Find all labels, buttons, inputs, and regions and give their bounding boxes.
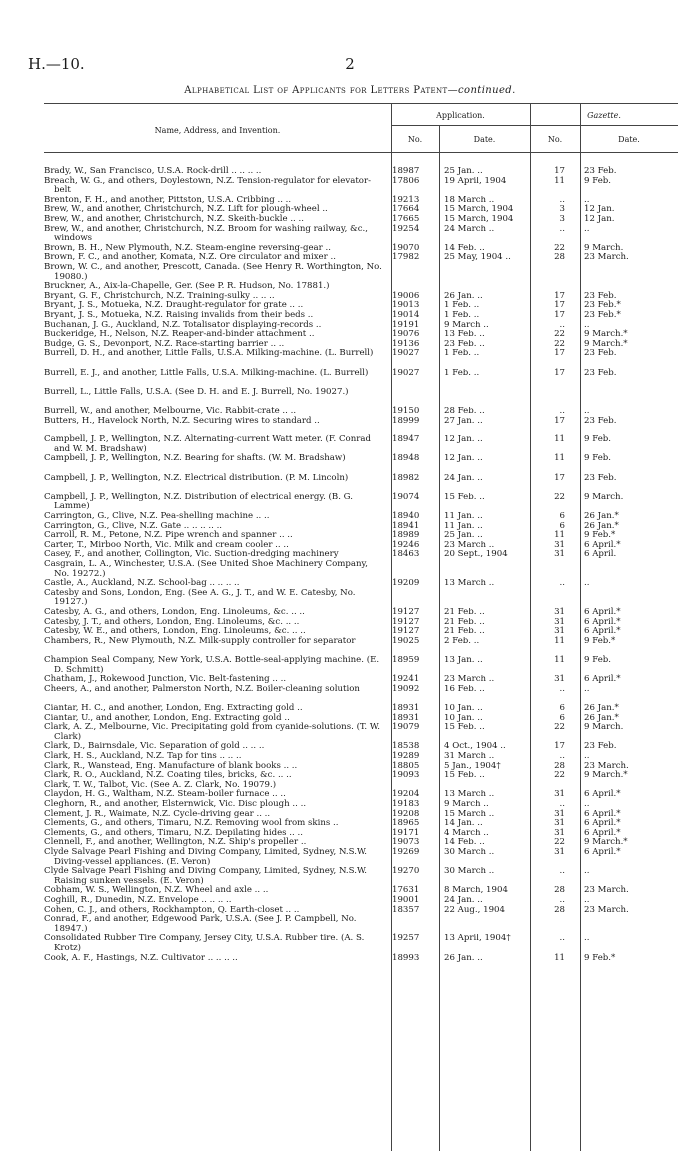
gazette-date: 6 April.* (584, 674, 621, 685)
application-number: 19213 (392, 194, 420, 205)
gazette-number: 11 (554, 434, 565, 445)
entry-name: Burrell, W., and another, Melbourne, Vic. Rabbit-crate .. .. (44, 406, 297, 416)
application-number: 19241 (392, 674, 420, 685)
application-date: 25 Jan. .. (444, 531, 483, 541)
application-date: 24 Jan. .. (444, 473, 483, 483)
application-date: 12 Jan. .. (444, 435, 483, 445)
gazette-number: 22 (554, 770, 565, 781)
gazette-number: 31 (554, 818, 565, 829)
application-number: 18982 (392, 472, 420, 483)
application-date: 14 Jan. .. (444, 819, 483, 829)
application-date: 15 Feb. .. (444, 771, 485, 781)
application-number: 18931 (392, 703, 420, 713)
app-no-header: No. (407, 135, 423, 144)
entry-name: Catesby, A. G., and others, London, Eng. Linoleums, &c. .. .. (44, 607, 305, 617)
gazette-date: 26 Jan.* (584, 703, 619, 713)
application-number: 18941 (392, 520, 420, 531)
gazette-number: .. (559, 406, 565, 416)
gazette-date: .. (584, 406, 590, 416)
entry-name: Clark, D., Bairnsdale, Vic. Separation of gold .. .. .. (44, 741, 265, 752)
gazette-date: .. (584, 895, 590, 905)
gazette-number: 22 (554, 338, 565, 349)
application-date: 18 March .. (444, 195, 495, 205)
application-number: 19208 (392, 808, 420, 819)
application-number: 19013 (392, 300, 420, 311)
gazette-date: 23 Feb. (584, 367, 617, 378)
entry-name: Cobham, W. S., Wellington, N.Z. Wheel and axle .. .. (44, 885, 269, 896)
gazette-date: 26 Jan.* (584, 511, 619, 521)
entry-name: Bryant, J. S., Motueka, N.Z. Draught-regulator for grate .. .. (44, 300, 304, 311)
entry-name: Castle, A., Auckland, N.Z. School-bag .. .. .. .. (44, 578, 240, 589)
gazette-number: 17 (554, 348, 565, 359)
application-number: 19127 (392, 616, 420, 627)
application-date: 15 Feb. .. (444, 492, 485, 502)
application-date: 31 March .. (444, 752, 495, 761)
gazette-number: 31 (554, 539, 565, 550)
entry-name: Cheers, A., and another, Palmerston North, N.Z. Boiler-cleaning solution (44, 683, 360, 694)
gazette-number: 28 (554, 252, 565, 263)
page-identifier: H.—10. (28, 55, 85, 73)
entry-name: Bruckner, A., Aix-la-Chapelle, Ger. (See P. R. Hudson, No. 17881.) (44, 281, 330, 292)
application-number: 19006 (392, 290, 420, 301)
application-date: 28 Feb. .. (444, 407, 485, 416)
entry-name: Brady, W., San Francisco, U.S.A. Rock-drill .. .. .. .. (44, 166, 262, 176)
gazette-number: 31 (554, 607, 565, 617)
entry-name: Carrington, G., Clive, N.Z. Pea-shelling machine .. .. (44, 511, 270, 521)
gazette-number: 31 (554, 674, 565, 685)
entry-name: Campbell, J. P., Wellington, N.Z. Distribution of electrical energy. (B. G. Lamme) (44, 491, 353, 512)
gazette-date: 26 Jan.* (584, 520, 619, 531)
entry-name: Conrad, F., and another, Edgewood Park, U.S.A. (See J. P. Campbell, No. 18947.) (44, 914, 357, 934)
application-date: 26 Jan. .. (444, 953, 483, 963)
application-number: 19093 (392, 770, 420, 781)
gazette-number: 22 (554, 491, 565, 502)
application-number: 19183 (392, 799, 420, 809)
entry-name: Cohen, C. J., and others, Rockhampton, Q. Earth-closet .. .. (44, 904, 300, 915)
gazette-number: .. (559, 799, 565, 809)
gazette-number: 17 (554, 290, 565, 301)
gazette-number: 6 (559, 712, 565, 723)
gazette-date: 6 April. (584, 549, 617, 560)
gazette-date: 6 April.* (584, 789, 621, 800)
entry-name: Cook, A. F., Hastings, N.Z. Cultivator .. .. .. .. (44, 952, 238, 963)
application-group-header: Application. (436, 111, 485, 120)
application-number: 18989 (392, 530, 420, 541)
gazette-number: 6 (559, 520, 565, 531)
entry-name: Ciantar, H. C., and another, London, Eng. Extracting gold .. (44, 703, 303, 713)
gazette-number: .. (559, 319, 565, 330)
application-number: 19270 (392, 866, 420, 877)
entry-name: Chambers, R., New Plymouth, N.Z. Milk-supply controller for separator (44, 635, 356, 646)
entry-name: Casgrain, L. A., Winchester, U.S.A. (See United Shoe Machinery Company, No. 19272.) (44, 559, 368, 579)
entry-name: Buckeridge, H., Nelson, N.Z. Reaper-and-binder attachment .. (44, 329, 315, 340)
entry-name: Clark, H. S., Auckland, N.Z. Tap for tins .. .. .. (44, 751, 242, 761)
application-date: 2 Feb. .. (444, 636, 480, 646)
application-date: 21 Feb. .. (444, 608, 485, 617)
application-number: 18538 (392, 741, 420, 752)
gazette-group-header: Gazette. (587, 111, 621, 120)
application-number: 19014 (392, 310, 420, 320)
application-date: 1 Feb. .. (444, 349, 480, 359)
table-header (44, 103, 678, 153)
entry-name: Claydon, H. G., Waltham, N.Z. Steam-boiler furnace .. .. (44, 789, 286, 800)
application-number: 18965 (392, 818, 420, 829)
application-number: 17664 (392, 204, 420, 215)
gazette-date: 23 March. (584, 885, 629, 896)
application-date: 10 Jan. .. (444, 713, 483, 723)
gazette-number: 31 (554, 847, 565, 857)
entry-name: Champion Seal Company, New York, U.S.A. Bottle-seal-applying machine. (E. D. Schmitt) (44, 655, 380, 675)
gazette-date: 23 March. (584, 904, 629, 915)
gazette-number: 17 (554, 472, 565, 483)
gazette-date: 6 April.* (584, 818, 621, 829)
application-number: 18463 (392, 549, 420, 560)
gazette-date: 9 Feb. (584, 655, 612, 665)
application-date: 14 Feb. .. (444, 838, 485, 848)
gazette-date: 9 March.* (584, 338, 628, 349)
application-number: 19209 (392, 578, 420, 589)
entry-name: Brew, W., and another, Christchurch, N.Z. Skeith-buckle .. .. (44, 214, 304, 224)
entry-name: Clark, T. W., Talbot, Vic. (See A. Z. Clark, No. 19079.) (44, 779, 277, 790)
gazette-number: 11 (554, 952, 565, 963)
entry-name: Cleghorn, R., and another, Elsternwick, Vic. Disc plough .. .. (44, 799, 307, 809)
gazette-date: 26 Jan.* (584, 712, 619, 723)
application-number: 17631 (392, 885, 420, 896)
entry-name: Breach, W. G., and others, Doylestown, N.Z. Tension-regulator for elevator-belt (44, 175, 371, 196)
entry-name: Butters, H., Havelock North, N.Z. Securing wires to standard .. (44, 415, 320, 426)
gazette-date: .. (584, 799, 590, 809)
application-number: 18357 (392, 904, 420, 915)
list-title-suffix: —continued. (447, 85, 516, 96)
application-number: 18993 (392, 952, 420, 963)
application-number: 19150 (392, 406, 420, 416)
entry-name: Clements, G., and others, Timaru, N.Z. Removing wool from skins .. (44, 818, 339, 829)
gazette-date: .. (584, 194, 590, 205)
application-number: 19092 (392, 683, 420, 694)
gazette-date: .. (584, 866, 590, 877)
gazette-date: 6 April.* (584, 539, 621, 550)
gazette-number: 11 (554, 530, 565, 541)
application-date: 1 Feb. .. (444, 311, 480, 320)
application-number: 19257 (392, 933, 420, 944)
gazette-number: .. (559, 194, 565, 205)
application-number: 17982 (392, 252, 420, 263)
gazette-number: .. (559, 866, 565, 877)
gazette-date: 6 April.* (584, 616, 621, 627)
gazette-number: 11 (554, 453, 565, 464)
gazette-date: 9 March.* (584, 837, 628, 848)
application-date: 11 Jan. .. (444, 512, 483, 521)
entry-name: Chatham, J., Rokewood Junction, Vic. Belt-fastening .. .. (44, 674, 287, 685)
application-number: 18947 (392, 434, 420, 445)
gazette-date: 12 Jan. (584, 204, 615, 215)
gazette-number: 17 (554, 367, 565, 378)
application-number: 19127 (392, 607, 420, 617)
application-number: 19269 (392, 847, 420, 857)
entry-name: Ciantar, U., and another, London, Eng. Extracting gold .. (44, 712, 290, 723)
gazette-date: 9 March. (584, 722, 624, 733)
gaz-date-header: Date. (618, 135, 640, 144)
gazette-number: 31 (554, 808, 565, 819)
patent-list-body (44, 151, 678, 1161)
application-date: 14 Feb. .. (444, 243, 485, 253)
application-date: 15 March .. (444, 809, 495, 819)
application-date: 24 March .. (444, 224, 495, 234)
gazette-number: .. (559, 578, 565, 589)
application-number: 19246 (392, 539, 420, 550)
gazette-number: 3 (559, 214, 565, 224)
application-number: 19289 (392, 751, 420, 761)
application-date: 21 Feb. .. (444, 617, 485, 627)
application-number: 18999 (392, 415, 420, 426)
application-date: 23 March .. (444, 675, 495, 685)
gazette-date: 9 Feb.* (584, 530, 616, 541)
entry-name: Catesby, J. T., and others, London, Eng. Linoleums, &c. .. .. (44, 616, 300, 627)
gazette-date: 9 March. (584, 242, 624, 253)
gazette-date: 9 Feb.* (584, 952, 616, 963)
application-number: 19191 (392, 319, 420, 330)
entry-name: Clark, R. O., Auckland, N.Z. Coating tiles, bricks, &c. .. .. (44, 770, 292, 781)
gazette-number: 22 (554, 837, 565, 848)
gazette-number: 31 (554, 789, 565, 800)
application-date: 13 Jan. .. (444, 656, 483, 665)
application-date: 25 May, 1904 .. (444, 253, 511, 263)
gazette-number: .. (559, 933, 565, 944)
application-date: 13 March .. (444, 579, 495, 589)
entry-name: Clark, R., Wanstead, Eng. Manufacture of blank books .. .. (44, 760, 298, 771)
application-date: 30 March .. (444, 848, 495, 857)
gazette-number: 22 (554, 242, 565, 253)
gazette-number: 28 (554, 885, 565, 896)
gazette-number: 22 (554, 329, 565, 340)
entry-name: Clement, J. R., Waimate, N.Z. Cycle-driving gear .. .. (44, 808, 271, 819)
application-date: 12 Jan. .. (444, 454, 483, 464)
gazette-date: 9 Feb. (584, 434, 612, 445)
application-date: 27 Jan. .. (444, 416, 483, 426)
gazette-date: 23 Feb. (584, 415, 617, 426)
gazette-number: 31 (554, 616, 565, 627)
app-date-header: Date. (473, 135, 496, 144)
application-number: 18940 (392, 511, 420, 521)
application-date: 15 March, 1904 (444, 205, 514, 215)
entry-name: Brew, W., and another, Christchurch, N.Z. Broom for washing railway, &c., windows (44, 223, 368, 244)
gazette-number: 17 (554, 166, 565, 176)
entry-name: Campbell, J. P., Wellington, N.Z. Alternating-current Watt meter. (F. Conrad and W. M. Bradshaw) (44, 434, 371, 454)
gazette-date: 23 Feb. (584, 348, 617, 359)
application-date: 23 Feb. .. (444, 339, 485, 349)
application-number: 19136 (392, 338, 420, 349)
application-number: 19027 (392, 367, 420, 378)
application-date: 1 Feb. .. (444, 368, 480, 378)
application-number: 17806 (392, 175, 420, 186)
application-number: 19001 (392, 895, 420, 905)
gazette-date: 23 Feb. (584, 166, 617, 176)
application-date: 25 Jan. .. (444, 167, 483, 176)
gazette-date: 23 Feb. (584, 472, 617, 483)
entry-name: Campbell, J. P., Wellington, N.Z. Electrical distribution. (P. M. Lincoln) (44, 472, 349, 483)
entry-name: Burrell, E. J., and another, Little Falls, U.S.A. Milking-machine. (L. Burrell) (44, 367, 369, 378)
application-date: 20 Sept., 1904 (444, 550, 508, 560)
entry-name: Brown, F. C., and another, Komata, N.Z. Ore circulator and mixer .. (44, 252, 336, 263)
gazette-date: 9 March. (584, 491, 624, 502)
gazette-date: 6 April.* (584, 827, 621, 838)
application-date: 10 Jan. .. (444, 704, 483, 713)
application-number: 19254 (392, 223, 420, 234)
entry-name: Clennell, F., and another, Wellington, N.Z. Ship's propeller .. (44, 837, 307, 848)
application-date: 19 April, 1904 (444, 176, 507, 186)
entry-name: Brew, W., and another, Christchurch, N.Z. Lift for plough-wheel .. (44, 204, 328, 215)
entry-name: Casey, F., and another, Collington, Vic. Suction-dredging machinery (44, 549, 339, 560)
application-number: 19025 (392, 635, 420, 646)
gazette-number: .. (559, 751, 565, 761)
application-date: 13 March .. (444, 790, 495, 800)
gazette-number: 11 (554, 655, 565, 665)
application-number: 19204 (392, 789, 420, 800)
gaz-no-header: No. (547, 135, 563, 144)
application-date: 13 Feb. .. (444, 330, 485, 340)
gazette-number: 31 (554, 549, 565, 560)
application-date: 1 Feb. .. (444, 301, 480, 311)
gazette-number: 17 (554, 741, 565, 752)
gazette-date: 9 Feb. (584, 453, 612, 464)
gazette-number: 11 (554, 635, 565, 646)
application-number: 19074 (392, 491, 420, 502)
entry-name: Burrell, D. H., and another, Little Falls, U.S.A. Milking-machine. (L. Burrell) (44, 348, 374, 359)
application-date: 15 Feb. .. (444, 723, 485, 733)
entry-name: Bryant, J. S., Motueka, N.Z. Raising invalids from their beds .. (44, 310, 314, 320)
entry-name: Coghill, R., Dunedin, N.Z. Envelope .. .. .. .. (44, 895, 232, 905)
entry-name: Brown, W. C., and another, Prescott, Canada. (See Henry R. Worthington, No. 19080.) (44, 262, 382, 282)
entry-name: Catesby, W. E., and others, London, Eng. Linoleums, &c. .. .. (44, 626, 306, 637)
entry-name: Carroll, R. M., Petone, N.Z. Pipe wrench and spanner .. .. (44, 530, 293, 541)
gazette-date: .. (584, 933, 590, 944)
gazette-number: 6 (559, 703, 565, 713)
entry-name: Budge, G. S., Devonport, N.Z. Race-starting barrier .. .. (44, 338, 285, 349)
list-title (0, 85, 700, 96)
gazette-date: 9 Feb.* (584, 635, 616, 646)
application-date: 8 March, 1904 (444, 886, 508, 896)
entry-name: Clyde Salvage Pearl Fishing and Diving Company, Limited, Sydney, N.S.W. Diving-vessel appliances. (E. Veron) (44, 847, 368, 867)
entry-name: Carter, T., Mirboo North, Vic. Milk and cream cooler .. .. (44, 539, 289, 550)
application-number: 19079 (392, 722, 420, 733)
application-date: 13 April, 1904† (444, 934, 511, 944)
entry-name: Brenton, F. H., and another, Pittston, U.S.A. Cribbing .. .. (44, 194, 292, 205)
gazette-date: 23 Feb. (584, 290, 617, 301)
application-number: 18959 (392, 655, 420, 665)
entry-name: Bryant, G. F., Christchurch, N.Z. Training-sulky .. .. .. (44, 290, 275, 301)
list-title-main: Alphabetical List of Applicants for Letters Patent (184, 85, 448, 96)
gazette-date: .. (584, 751, 590, 761)
gazette-number: 17 (554, 415, 565, 426)
application-date: 9 March .. (444, 800, 489, 809)
application-date: 22 Aug., 1904 (444, 905, 505, 915)
entry-name: Carrington, G., Clive, N.Z. Gate .. .. .. .. .. (44, 520, 223, 531)
gazette-number: 31 (554, 827, 565, 838)
entry-name: Clyde Salvage Pearl Fishing and Diving Company, Limited, Sydney, N.S.W. Raising sunken vessels. (E. Veron) (44, 866, 368, 886)
entry-name: Buchanan, J. G., Auckland, N.Z. Totalisator displaying-records .. (44, 319, 322, 330)
application-date: 4 March .. (444, 828, 489, 838)
gazette-number: 11 (554, 175, 565, 186)
gazette-date: .. (584, 683, 590, 694)
gazette-number: 17 (554, 300, 565, 311)
gazette-number: 28 (554, 904, 565, 915)
application-date: 15 March, 1904 (444, 215, 514, 224)
application-date: 4 Oct., 1904 .. (444, 742, 506, 752)
gazette-number: .. (559, 683, 565, 694)
col-name-header: Name, Address, and Invention. (154, 126, 281, 135)
gazette-date: 6 April.* (584, 847, 621, 857)
application-number: 19070 (392, 242, 420, 253)
gazette-date: 23 Feb. (584, 741, 617, 752)
application-date: 9 March .. (444, 320, 489, 330)
entry-name: Consolidated Rubber Tire Company, Jersey City, U.S.A. Rubber tire. (A. S. Krotz) (44, 933, 365, 953)
gazette-date: 23 Feb.* (584, 300, 621, 311)
gazette-date: 6 April.* (584, 808, 621, 819)
page-number: 2 (345, 55, 355, 73)
gazette-date: 9 Feb. (584, 175, 612, 186)
application-date: 5 Jan., 1904† (444, 761, 501, 771)
application-number: 19076 (392, 329, 420, 340)
application-number: 18931 (392, 712, 420, 723)
gazette-date: 6 April.* (584, 626, 621, 637)
application-number: 18987 (392, 166, 420, 176)
gazette-number: .. (559, 895, 565, 905)
application-number: 19127 (392, 626, 420, 637)
gazette-date: 23 March. (584, 760, 629, 771)
gazette-number: 3 (559, 204, 565, 215)
application-number: 17665 (392, 214, 420, 224)
entry-name: Clements, G., and others, Timaru, N.Z. Depilating hides .. .. (44, 827, 303, 838)
gazette-date: 12 Jan. (584, 214, 615, 224)
application-number: 19171 (392, 827, 420, 838)
gazette-number: .. (559, 223, 565, 234)
gazette-date: 23 Feb.* (584, 310, 621, 320)
application-date: 26 Jan. .. (444, 291, 483, 301)
gazette-date: 23 March. (584, 252, 629, 263)
entry-name: Burrell, L., Little Falls, U.S.A. (See D. H. and E. J. Burrell, No. 19027.) (44, 386, 349, 397)
application-number: 19027 (392, 348, 420, 359)
gazette-date: .. (584, 223, 590, 234)
application-number: 18805 (392, 760, 420, 771)
gazette-date: 6 April.* (584, 607, 621, 617)
entry-name: Brown, B. H., New Plymouth, N.Z. Steam-engine reversing-gear .. (44, 242, 331, 253)
application-date: 23 March .. (444, 540, 495, 550)
entry-name: Catesby and Sons, London, Eng. (See A. G., J. T., and W. E. Catesby, No. 19127.) (44, 587, 356, 608)
gazette-number: 28 (554, 760, 565, 771)
gazette-number: 6 (559, 511, 565, 521)
application-number: 18948 (392, 453, 420, 464)
gazette-date: .. (584, 319, 590, 330)
entry-name: Clark, A. Z., Melbourne, Vic. Precipitating gold from cyanide-solutions. (T. W. Clark) (44, 722, 380, 742)
application-date: 16 Feb. .. (444, 684, 485, 694)
entry-name: Campbell, J. P., Wellington, N.Z. Bearing for shafts. (W. M. Bradshaw) (44, 453, 346, 464)
application-date: 24 Jan. .. (444, 896, 483, 905)
gazette-date: 9 March.* (584, 329, 628, 340)
application-date: 11 Jan. .. (444, 521, 483, 531)
application-date: 21 Feb. .. (444, 627, 485, 637)
application-number: 19073 (392, 837, 420, 848)
application-date: 30 March .. (444, 867, 495, 877)
gazette-date: .. (584, 578, 590, 589)
gazette-number: 22 (554, 722, 565, 733)
gazette-number: 17 (554, 310, 565, 320)
gazette-number: 31 (554, 626, 565, 637)
gazette-date: 9 March.* (584, 770, 628, 781)
